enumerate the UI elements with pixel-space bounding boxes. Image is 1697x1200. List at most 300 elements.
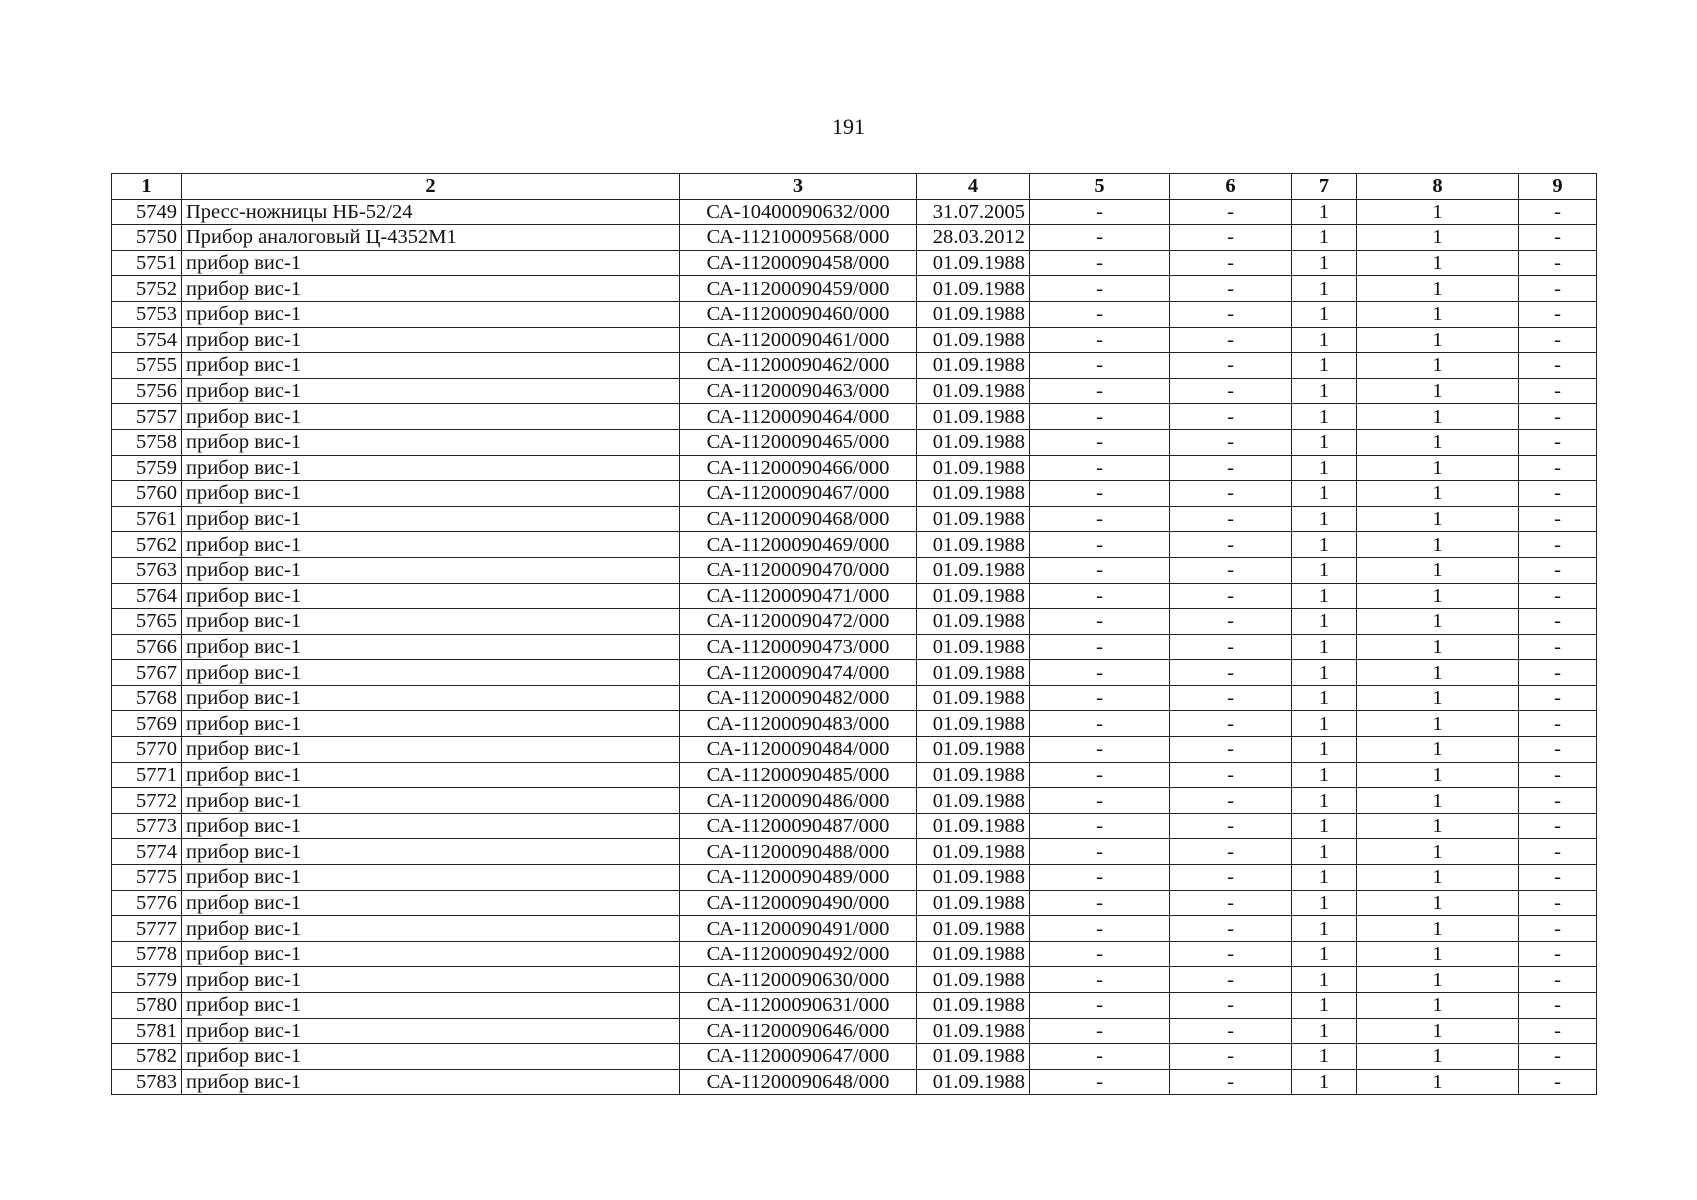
col-8-value: 1 xyxy=(1357,865,1519,891)
date: 01.09.1988 xyxy=(917,737,1030,763)
col-8-value: 1 xyxy=(1357,532,1519,558)
col-6-value: - xyxy=(1170,634,1292,660)
col-6-value: - xyxy=(1170,993,1292,1019)
item-name: прибор вис-1 xyxy=(182,557,680,583)
row-number: 5776 xyxy=(112,890,182,916)
col-8-value: 1 xyxy=(1357,890,1519,916)
table-row xyxy=(112,506,1597,532)
col-8-value: 1 xyxy=(1357,916,1519,942)
col-9-value: - xyxy=(1519,609,1597,635)
table-row xyxy=(112,225,1597,251)
inventory-code: СА-11200090467/000 xyxy=(680,481,917,507)
table-row xyxy=(112,788,1597,814)
item-name: прибор вис-1 xyxy=(182,685,680,711)
item-name: прибор вис-1 xyxy=(182,660,680,686)
item-name: прибор вис-1 xyxy=(182,993,680,1019)
row-number: 5779 xyxy=(112,967,182,993)
row-number: 5768 xyxy=(112,685,182,711)
table-row xyxy=(112,353,1597,379)
col-6-value: - xyxy=(1170,609,1292,635)
col-6-value: - xyxy=(1170,685,1292,711)
row-number: 5756 xyxy=(112,378,182,404)
table-row xyxy=(112,199,1597,225)
date: 01.09.1988 xyxy=(917,429,1030,455)
table-row xyxy=(112,762,1597,788)
date: 01.09.1988 xyxy=(917,506,1030,532)
col-5-value: - xyxy=(1030,506,1170,532)
col-5-value: - xyxy=(1030,429,1170,455)
col-9-value: - xyxy=(1519,583,1597,609)
date: 01.09.1988 xyxy=(917,327,1030,353)
inventory-code: СА-11200090646/000 xyxy=(680,1018,917,1044)
date: 01.09.1988 xyxy=(917,660,1030,686)
col-9-value: - xyxy=(1519,634,1597,660)
item-name: прибор вис-1 xyxy=(182,455,680,481)
col-5-value: - xyxy=(1030,941,1170,967)
date: 01.09.1988 xyxy=(917,711,1030,737)
inventory-code: СА-11210009568/000 xyxy=(680,225,917,251)
col-8-value: 1 xyxy=(1357,813,1519,839)
col-5-value: - xyxy=(1030,813,1170,839)
col-7-value: 1 xyxy=(1292,327,1357,353)
col-7-value: 1 xyxy=(1292,685,1357,711)
item-name: прибор вис-1 xyxy=(182,634,680,660)
item-name: прибор вис-1 xyxy=(182,301,680,327)
col-7-value: 1 xyxy=(1292,762,1357,788)
col-9-value: - xyxy=(1519,301,1597,327)
col-9-value: - xyxy=(1519,532,1597,558)
item-name: прибор вис-1 xyxy=(182,583,680,609)
col-6-value: - xyxy=(1170,301,1292,327)
page-number: 191 xyxy=(832,114,865,139)
table-body xyxy=(112,199,1597,1095)
col-8-value: 1 xyxy=(1357,353,1519,379)
col-6-value: - xyxy=(1170,557,1292,583)
col-6-value: - xyxy=(1170,1069,1292,1095)
col-5-value: - xyxy=(1030,557,1170,583)
col-8-value: 1 xyxy=(1357,967,1519,993)
col-6-value: - xyxy=(1170,583,1292,609)
inventory-code: СА-11200090631/000 xyxy=(680,993,917,1019)
row-number: 5765 xyxy=(112,609,182,635)
item-name: прибор вис-1 xyxy=(182,788,680,814)
column-header: 6 xyxy=(1170,174,1292,200)
col-9-value: - xyxy=(1519,660,1597,686)
col-6-value: - xyxy=(1170,455,1292,481)
col-7-value: 1 xyxy=(1292,250,1357,276)
inventory-code: СА-11200090469/000 xyxy=(680,532,917,558)
col-6-value: - xyxy=(1170,404,1292,430)
col-8-value: 1 xyxy=(1357,429,1519,455)
col-7-value: 1 xyxy=(1292,839,1357,865)
col-5-value: - xyxy=(1030,353,1170,379)
item-name: прибор вис-1 xyxy=(182,1018,680,1044)
item-name: прибор вис-1 xyxy=(182,429,680,455)
col-5-value: - xyxy=(1030,455,1170,481)
date: 01.09.1988 xyxy=(917,378,1030,404)
col-8-value: 1 xyxy=(1357,225,1519,251)
date: 01.09.1988 xyxy=(917,634,1030,660)
col-7-value: 1 xyxy=(1292,378,1357,404)
date: 01.09.1988 xyxy=(917,276,1030,302)
date: 01.09.1988 xyxy=(917,685,1030,711)
table-row xyxy=(112,609,1597,635)
column-header: 7 xyxy=(1292,174,1357,200)
inventory-code: СА-11200090464/000 xyxy=(680,404,917,430)
date: 01.09.1988 xyxy=(917,813,1030,839)
item-name: прибор вис-1 xyxy=(182,1044,680,1070)
col-7-value: 1 xyxy=(1292,532,1357,558)
col-6-value: - xyxy=(1170,225,1292,251)
column-header: 3 xyxy=(680,174,917,200)
col-5-value: - xyxy=(1030,301,1170,327)
table-row xyxy=(112,993,1597,1019)
inventory-code: СА-11200090461/000 xyxy=(680,327,917,353)
col-7-value: 1 xyxy=(1292,993,1357,1019)
table-row xyxy=(112,916,1597,942)
col-9-value: - xyxy=(1519,967,1597,993)
table-row xyxy=(112,967,1597,993)
row-number: 5777 xyxy=(112,916,182,942)
inventory-code: СА-11200090491/000 xyxy=(680,916,917,942)
col-8-value: 1 xyxy=(1357,506,1519,532)
item-name: Пресс-ножницы НБ-52/24 xyxy=(182,199,680,225)
inventory-code: СА-11200090472/000 xyxy=(680,609,917,635)
table-row xyxy=(112,455,1597,481)
date: 01.09.1988 xyxy=(917,967,1030,993)
column-header: 1 xyxy=(112,174,182,200)
col-5-value: - xyxy=(1030,762,1170,788)
item-name: прибор вис-1 xyxy=(182,404,680,430)
row-number: 5770 xyxy=(112,737,182,763)
item-name: прибор вис-1 xyxy=(182,762,680,788)
col-7-value: 1 xyxy=(1292,455,1357,481)
col-9-value: - xyxy=(1519,276,1597,302)
item-name: прибор вис-1 xyxy=(182,967,680,993)
date: 28.03.2012 xyxy=(917,225,1030,251)
col-6-value: - xyxy=(1170,327,1292,353)
col-5-value: - xyxy=(1030,685,1170,711)
item-name: прибор вис-1 xyxy=(182,711,680,737)
col-7-value: 1 xyxy=(1292,506,1357,532)
item-name: Прибор аналоговый Ц-4352М1 xyxy=(182,225,680,251)
table-row xyxy=(112,301,1597,327)
inventory-code: СА-11200090647/000 xyxy=(680,1044,917,1070)
inventory-code: СА-11200090482/000 xyxy=(680,685,917,711)
item-name: прибор вис-1 xyxy=(182,506,680,532)
date: 01.09.1988 xyxy=(917,941,1030,967)
row-number: 5764 xyxy=(112,583,182,609)
col-5-value: - xyxy=(1030,865,1170,891)
col-9-value: - xyxy=(1519,865,1597,891)
table-row xyxy=(112,1018,1597,1044)
col-5-value: - xyxy=(1030,609,1170,635)
col-7-value: 1 xyxy=(1292,660,1357,686)
col-6-value: - xyxy=(1170,199,1292,225)
col-6-value: - xyxy=(1170,1044,1292,1070)
col-5-value: - xyxy=(1030,481,1170,507)
col-6-value: - xyxy=(1170,737,1292,763)
table-row xyxy=(112,1069,1597,1095)
col-6-value: - xyxy=(1170,532,1292,558)
table-row xyxy=(112,276,1597,302)
col-6-value: - xyxy=(1170,865,1292,891)
item-name: прибор вис-1 xyxy=(182,916,680,942)
table-row xyxy=(112,481,1597,507)
date: 01.09.1988 xyxy=(917,1069,1030,1095)
item-name: прибор вис-1 xyxy=(182,250,680,276)
col-7-value: 1 xyxy=(1292,634,1357,660)
row-number: 5759 xyxy=(112,455,182,481)
col-9-value: - xyxy=(1519,378,1597,404)
col-6-value: - xyxy=(1170,839,1292,865)
col-8-value: 1 xyxy=(1357,941,1519,967)
col-6-value: - xyxy=(1170,481,1292,507)
col-8-value: 1 xyxy=(1357,455,1519,481)
date: 31.07.2005 xyxy=(917,199,1030,225)
table-row xyxy=(112,1044,1597,1070)
col-6-value: - xyxy=(1170,967,1292,993)
col-7-value: 1 xyxy=(1292,404,1357,430)
col-9-value: - xyxy=(1519,813,1597,839)
col-8-value: 1 xyxy=(1357,404,1519,430)
col-6-value: - xyxy=(1170,762,1292,788)
col-8-value: 1 xyxy=(1357,685,1519,711)
col-9-value: - xyxy=(1519,429,1597,455)
col-9-value: - xyxy=(1519,327,1597,353)
item-name: прибор вис-1 xyxy=(182,378,680,404)
row-number: 5749 xyxy=(112,199,182,225)
col-8-value: 1 xyxy=(1357,660,1519,686)
inventory-code: СА-11200090460/000 xyxy=(680,301,917,327)
col-7-value: 1 xyxy=(1292,1018,1357,1044)
col-5-value: - xyxy=(1030,788,1170,814)
date: 01.09.1988 xyxy=(917,916,1030,942)
table-row xyxy=(112,327,1597,353)
item-name: прибор вис-1 xyxy=(182,276,680,302)
col-6-value: - xyxy=(1170,1018,1292,1044)
inventory-code: СА-11200090630/000 xyxy=(680,967,917,993)
col-5-value: - xyxy=(1030,737,1170,763)
col-6-value: - xyxy=(1170,250,1292,276)
table-row xyxy=(112,685,1597,711)
table-row xyxy=(112,429,1597,455)
col-7-value: 1 xyxy=(1292,1069,1357,1095)
table-row xyxy=(112,839,1597,865)
table-row xyxy=(112,250,1597,276)
col-8-value: 1 xyxy=(1357,1018,1519,1044)
col-9-value: - xyxy=(1519,557,1597,583)
col-8-value: 1 xyxy=(1357,557,1519,583)
inventory-code: СА-11200090458/000 xyxy=(680,250,917,276)
header-row xyxy=(112,174,1597,200)
col-5-value: - xyxy=(1030,1044,1170,1070)
inventory-code: СА-11200090488/000 xyxy=(680,839,917,865)
col-7-value: 1 xyxy=(1292,557,1357,583)
inventory-code: СА-11200090462/000 xyxy=(680,353,917,379)
col-6-value: - xyxy=(1170,276,1292,302)
row-number: 5772 xyxy=(112,788,182,814)
col-9-value: - xyxy=(1519,993,1597,1019)
date: 01.09.1988 xyxy=(917,250,1030,276)
inventory-table xyxy=(111,173,1597,1095)
inventory-code: СА-11200090473/000 xyxy=(680,634,917,660)
col-5-value: - xyxy=(1030,1069,1170,1095)
col-9-value: - xyxy=(1519,890,1597,916)
col-9-value: - xyxy=(1519,788,1597,814)
inventory-code: СА-11200090474/000 xyxy=(680,660,917,686)
item-name: прибор вис-1 xyxy=(182,813,680,839)
inventory-code: СА-11200090485/000 xyxy=(680,762,917,788)
col-6-value: - xyxy=(1170,916,1292,942)
col-5-value: - xyxy=(1030,199,1170,225)
row-number: 5754 xyxy=(112,327,182,353)
col-7-value: 1 xyxy=(1292,788,1357,814)
col-9-value: - xyxy=(1519,250,1597,276)
col-7-value: 1 xyxy=(1292,583,1357,609)
date: 01.09.1988 xyxy=(917,301,1030,327)
date: 01.09.1988 xyxy=(917,865,1030,891)
inventory-code: СА-11200090465/000 xyxy=(680,429,917,455)
item-name: прибор вис-1 xyxy=(182,865,680,891)
col-5-value: - xyxy=(1030,660,1170,686)
column-header: 4 xyxy=(917,174,1030,200)
col-8-value: 1 xyxy=(1357,276,1519,302)
inventory-code: СА-11200090483/000 xyxy=(680,711,917,737)
col-9-value: - xyxy=(1519,685,1597,711)
inventory-code: СА-11200090466/000 xyxy=(680,455,917,481)
item-name: прибор вис-1 xyxy=(182,839,680,865)
date: 01.09.1988 xyxy=(917,1044,1030,1070)
col-5-value: - xyxy=(1030,890,1170,916)
table-row xyxy=(112,404,1597,430)
row-number: 5778 xyxy=(112,941,182,967)
row-number: 5766 xyxy=(112,634,182,660)
date: 01.09.1988 xyxy=(917,890,1030,916)
item-name: прибор вис-1 xyxy=(182,353,680,379)
table-row xyxy=(112,865,1597,891)
row-number: 5763 xyxy=(112,557,182,583)
row-number: 5773 xyxy=(112,813,182,839)
col-7-value: 1 xyxy=(1292,967,1357,993)
inventory-code: СА-11200090486/000 xyxy=(680,788,917,814)
col-9-value: - xyxy=(1519,199,1597,225)
col-8-value: 1 xyxy=(1357,583,1519,609)
item-name: прибор вис-1 xyxy=(182,890,680,916)
row-number: 5782 xyxy=(112,1044,182,1070)
col-5-value: - xyxy=(1030,327,1170,353)
date: 01.09.1988 xyxy=(917,609,1030,635)
col-8-value: 1 xyxy=(1357,609,1519,635)
col-9-value: - xyxy=(1519,1018,1597,1044)
col-9-value: - xyxy=(1519,404,1597,430)
col-6-value: - xyxy=(1170,378,1292,404)
table-row xyxy=(112,634,1597,660)
date: 01.09.1988 xyxy=(917,404,1030,430)
row-number: 5771 xyxy=(112,762,182,788)
col-6-value: - xyxy=(1170,660,1292,686)
col-5-value: - xyxy=(1030,839,1170,865)
inventory-code: СА-11200090471/000 xyxy=(680,583,917,609)
inventory-code: СА-11200090648/000 xyxy=(680,1069,917,1095)
col-5-value: - xyxy=(1030,404,1170,430)
table-row xyxy=(112,711,1597,737)
col-9-value: - xyxy=(1519,455,1597,481)
col-8-value: 1 xyxy=(1357,788,1519,814)
col-8-value: 1 xyxy=(1357,737,1519,763)
col-9-value: - xyxy=(1519,762,1597,788)
row-number: 5775 xyxy=(112,865,182,891)
col-9-value: - xyxy=(1519,711,1597,737)
col-5-value: - xyxy=(1030,634,1170,660)
inventory-code: СА-11200090459/000 xyxy=(680,276,917,302)
col-9-value: - xyxy=(1519,941,1597,967)
col-7-value: 1 xyxy=(1292,813,1357,839)
col-6-value: - xyxy=(1170,711,1292,737)
table-row xyxy=(112,813,1597,839)
col-7-value: 1 xyxy=(1292,225,1357,251)
col-8-value: 1 xyxy=(1357,378,1519,404)
row-number: 5751 xyxy=(112,250,182,276)
row-number: 5757 xyxy=(112,404,182,430)
col-5-value: - xyxy=(1030,993,1170,1019)
column-header: 8 xyxy=(1357,174,1519,200)
row-number: 5760 xyxy=(112,481,182,507)
row-number: 5783 xyxy=(112,1069,182,1095)
col-5-value: - xyxy=(1030,1018,1170,1044)
col-5-value: - xyxy=(1030,967,1170,993)
col-9-value: - xyxy=(1519,353,1597,379)
col-7-value: 1 xyxy=(1292,199,1357,225)
date: 01.09.1988 xyxy=(917,762,1030,788)
row-number: 5781 xyxy=(112,1018,182,1044)
row-number: 5758 xyxy=(112,429,182,455)
row-number: 5774 xyxy=(112,839,182,865)
date: 01.09.1988 xyxy=(917,557,1030,583)
col-6-value: - xyxy=(1170,813,1292,839)
col-6-value: - xyxy=(1170,890,1292,916)
col-6-value: - xyxy=(1170,353,1292,379)
table-row xyxy=(112,532,1597,558)
inventory-code: СА-11200090468/000 xyxy=(680,506,917,532)
col-7-value: 1 xyxy=(1292,941,1357,967)
col-7-value: 1 xyxy=(1292,353,1357,379)
column-header: 2 xyxy=(182,174,680,200)
col-7-value: 1 xyxy=(1292,1044,1357,1070)
col-7-value: 1 xyxy=(1292,890,1357,916)
inventory-code: СА-10400090632/000 xyxy=(680,199,917,225)
date: 01.09.1988 xyxy=(917,583,1030,609)
item-name: прибор вис-1 xyxy=(182,481,680,507)
col-7-value: 1 xyxy=(1292,276,1357,302)
col-8-value: 1 xyxy=(1357,762,1519,788)
col-8-value: 1 xyxy=(1357,839,1519,865)
col-8-value: 1 xyxy=(1357,301,1519,327)
col-8-value: 1 xyxy=(1357,481,1519,507)
date: 01.09.1988 xyxy=(917,532,1030,558)
col-5-value: - xyxy=(1030,532,1170,558)
table-row xyxy=(112,941,1597,967)
col-6-value: - xyxy=(1170,788,1292,814)
col-8-value: 1 xyxy=(1357,199,1519,225)
table-row xyxy=(112,660,1597,686)
col-7-value: 1 xyxy=(1292,711,1357,737)
column-header: 5 xyxy=(1030,174,1170,200)
table-row xyxy=(112,378,1597,404)
col-5-value: - xyxy=(1030,711,1170,737)
col-9-value: - xyxy=(1519,1044,1597,1070)
col-6-value: - xyxy=(1170,941,1292,967)
